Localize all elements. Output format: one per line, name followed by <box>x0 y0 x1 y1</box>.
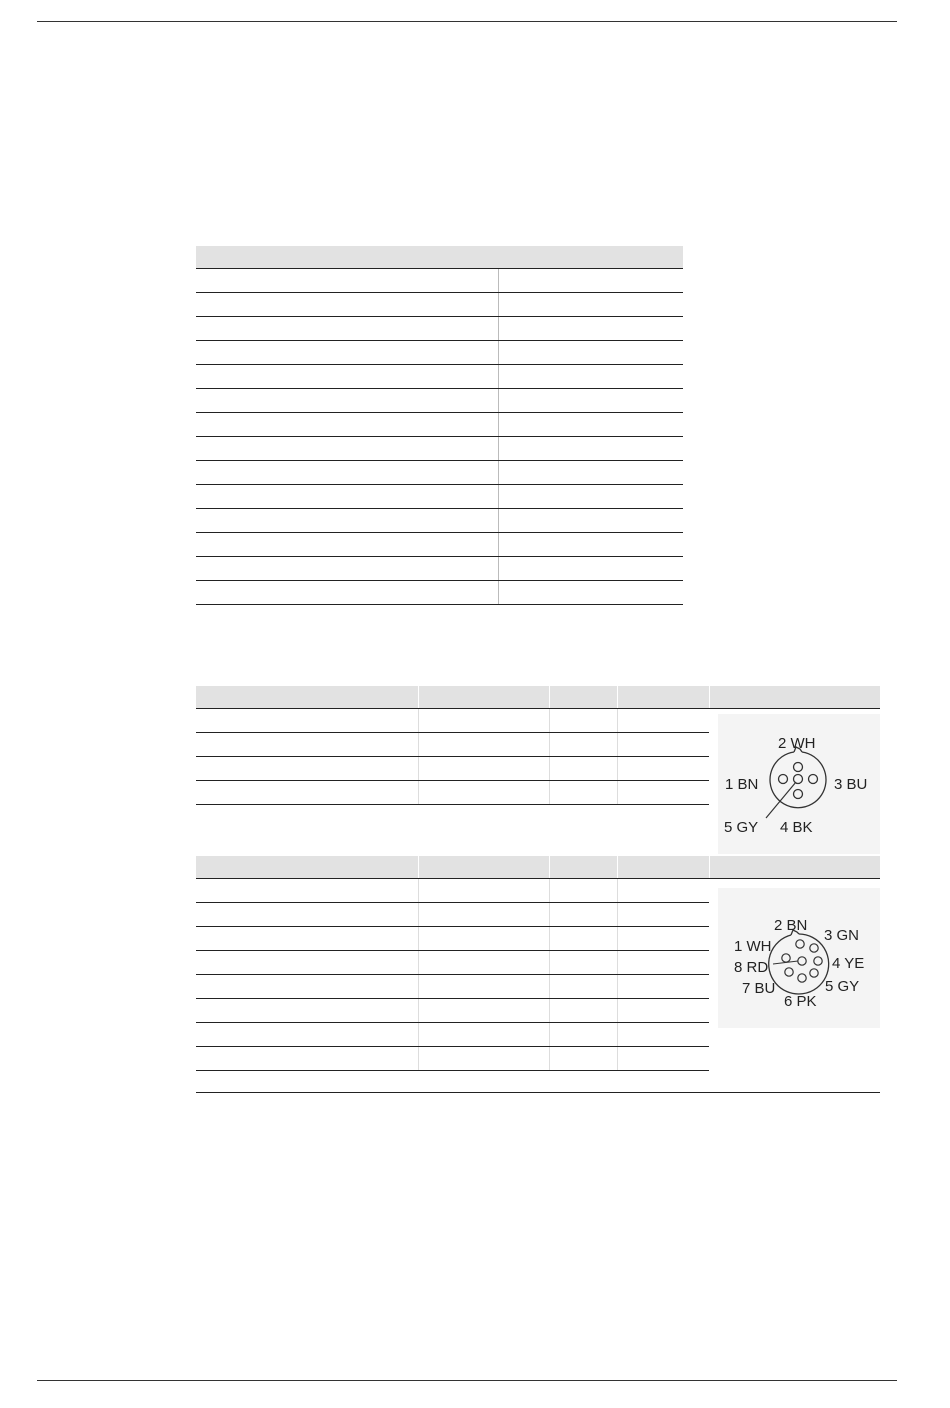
pin-5 <box>810 969 818 977</box>
pin-5 <box>794 775 803 784</box>
top-rule <box>37 21 897 22</box>
table-row <box>196 365 683 389</box>
table-row <box>196 389 683 413</box>
pin-8 <box>798 957 806 965</box>
table-row <box>196 879 709 903</box>
table-row <box>196 341 683 365</box>
table-row <box>196 903 709 927</box>
table-row <box>196 733 709 757</box>
pin-3 <box>809 775 818 784</box>
table-header <box>196 246 683 269</box>
pin-4 <box>814 957 822 965</box>
pin-label: 2 BN <box>774 917 808 934</box>
table-row <box>196 317 683 341</box>
table-row <box>196 927 709 951</box>
spec-table <box>196 246 683 605</box>
table-row <box>196 413 683 437</box>
table-bottom-rule <box>196 1092 880 1093</box>
table-row <box>196 581 683 605</box>
pin-3 <box>810 944 818 952</box>
table-row <box>196 461 683 485</box>
pin-label: 3 GN <box>824 927 860 944</box>
pin-label: 5 GY <box>724 819 759 836</box>
pin-label: 1 WH <box>734 938 772 955</box>
pin-label: 4 BK <box>780 819 813 836</box>
table-row <box>196 975 709 999</box>
pin-6 <box>798 974 806 982</box>
table-row <box>196 709 709 733</box>
pin-label: 2 WH <box>778 735 816 752</box>
pin-2 <box>794 763 803 772</box>
table-row <box>196 999 709 1023</box>
pin-label: 1 BN <box>725 776 759 793</box>
table-row <box>196 533 683 557</box>
table-header <box>196 686 880 709</box>
table-row <box>196 1047 709 1071</box>
table-row <box>196 757 709 781</box>
table-row <box>196 293 683 317</box>
bottom-rule <box>37 1380 897 1381</box>
table-row <box>196 1023 709 1047</box>
pin-label: 8 RD <box>734 959 769 976</box>
pin-1 <box>779 775 788 784</box>
pin-label: 6 PK <box>784 993 817 1010</box>
pin-label: 7 BU <box>742 980 776 997</box>
pin-2 <box>796 940 804 948</box>
pin-1 <box>782 954 790 962</box>
pin-label: 4 YE <box>832 955 865 972</box>
table-row <box>196 485 683 509</box>
table-header <box>196 856 880 879</box>
table-row <box>196 951 709 975</box>
pinout-diagram-8pin <box>718 888 880 1028</box>
pin-4 <box>794 790 803 799</box>
table-row <box>196 557 683 581</box>
pin-label: 3 BU <box>834 776 868 793</box>
connector-table-8pin <box>196 856 880 1094</box>
table-row <box>196 437 683 461</box>
connector-table-5pin <box>196 686 880 856</box>
table-row <box>196 269 683 293</box>
table-row <box>196 509 683 533</box>
table-row <box>196 781 709 805</box>
pin-7 <box>785 968 793 976</box>
pinout-diagram-5pin <box>718 714 880 854</box>
pin-label: 5 GY <box>825 978 860 995</box>
